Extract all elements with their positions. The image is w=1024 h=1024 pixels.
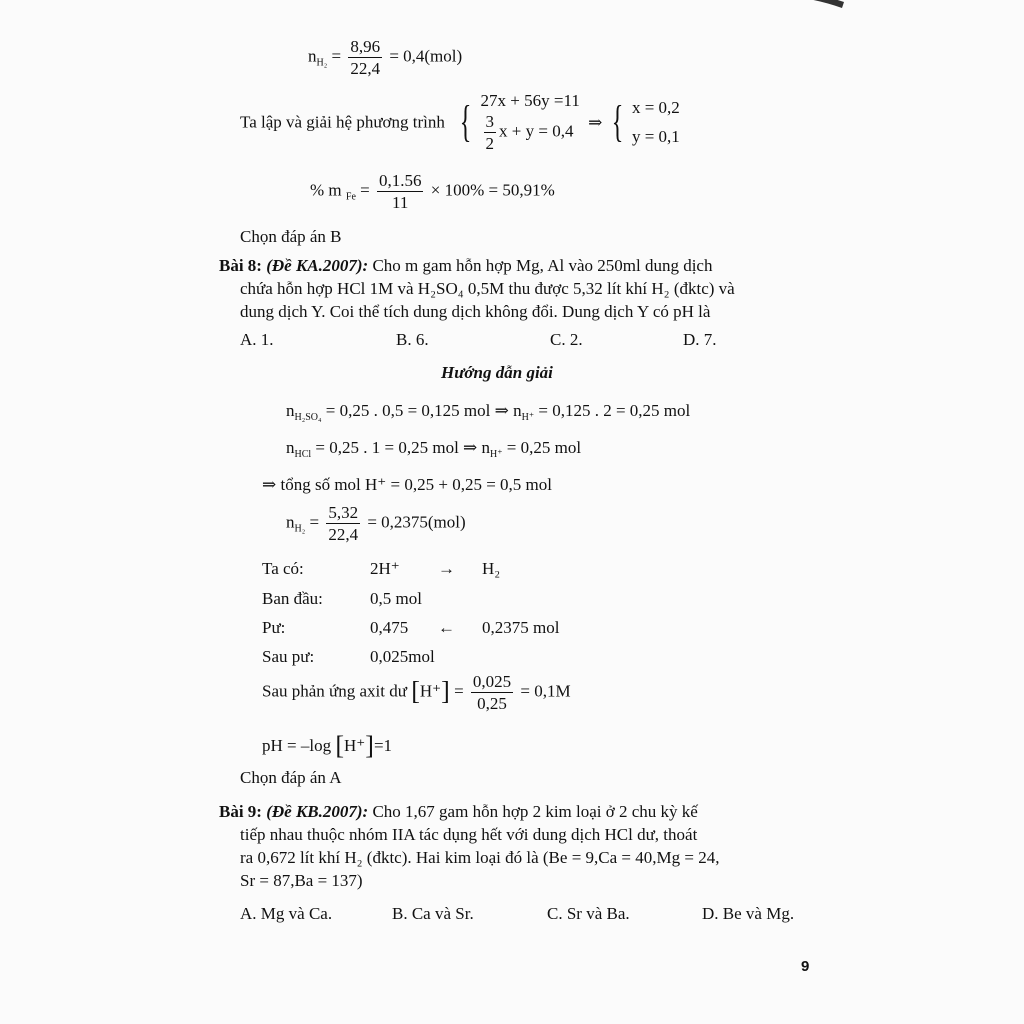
ph-end: =1 — [373, 736, 393, 755]
sol8-l4-sub: H₂ — [294, 523, 306, 535]
problem-9 — [219, 800, 819, 892]
problem-8-source: (Đề KA.2007): — [266, 256, 369, 275]
sol8-l4-end: = 0,2375(mol) — [367, 512, 466, 532]
system-sol-x: x = 0,2 — [631, 98, 680, 117]
excess-acid-line: Sau phản ứng axit dư [H⁺] = $\frac{0,025}{0,25}$ = 0,1M — [262, 672, 571, 713]
problem-9-option-d: D. Be và Mg. — [702, 904, 795, 923]
cell: Pư: — [262, 618, 286, 637]
answer-b: Chọn đáp án B — [240, 227, 342, 246]
problem-9-option-c: C. Sr và Ba. — [547, 904, 630, 923]
problem-8-option-a: A. 1. — [240, 330, 274, 349]
eq-fe-sub: Fe — [345, 191, 356, 203]
sol8-l2-label: n — [286, 438, 295, 457]
problem-8-line2: chứa hỗn hợp HCl 1M và H₂SO₄ 0,5M thu được 5,32 lít khí H₂ (đktc) và — [240, 279, 735, 298]
eq-fe-fraction — [377, 172, 424, 211]
equation-system: Ta lập và giải hệ phương trình { 27x + 56y =11 $\frac{3}{2}$ x + y = 0,4 ⇒ { x = 0,2 y = 0,1 — [240, 91, 680, 153]
problem-8-line3: dung dịch Y. Coi thể tích dung dịch không đổi. Dung dịch Y có pH là — [240, 302, 711, 321]
sol8-l1-sub: H₂SO₄ — [294, 412, 322, 423]
eq-fe-rest: × 100% = 50,91% — [430, 180, 555, 200]
sol8-l4-fraction — [326, 504, 360, 543]
eq-nh2-sub: H₂ — [316, 57, 328, 69]
problem-8-option-d: D. 7. — [683, 330, 717, 349]
problem-9-option-b: B. Ca và Sr. — [392, 904, 474, 923]
sol8-line1 — [286, 402, 690, 423]
cell: 0,2375 mol — [482, 618, 560, 637]
sol8-l2-sub2: H⁺ — [490, 449, 503, 460]
excess-num: 0,025 — [472, 672, 512, 691]
ph-ion: H⁺ — [344, 736, 366, 755]
sol8-l2-end: = 0,25 mol — [506, 438, 582, 457]
eq-fe-den: 11 — [392, 193, 409, 212]
eq-fe-num: 0,1.56 — [378, 171, 422, 190]
system-intro: Ta lập và giải hệ phương trình — [240, 112, 445, 132]
cell: → — [438, 559, 455, 578]
problem-9-line1: Cho 1,67 gam hỗn hợp 2 kim loại ở 2 chu kỳ kế — [372, 802, 698, 821]
cell: Ta có: — [262, 559, 304, 578]
sol8-l1-mid: = 0,25 . 0,5 = 0,125 mol ⇒ n — [325, 401, 522, 420]
eq-fe-label: % m — [310, 180, 342, 200]
problem-9-title: Bài 9: — [219, 802, 262, 821]
system-row1: 27x + 56y =11 — [480, 91, 580, 110]
sol8-l1-label: n — [286, 401, 295, 420]
problem-9-line4: Sr = 87,Ba = 137) — [240, 871, 363, 890]
system-row2-rest: x + y = 0,4 — [499, 121, 574, 141]
cell: Ban đầu: — [262, 589, 323, 608]
system-row2-num: 3 — [485, 112, 495, 131]
answer-a: Chọn đáp án A — [240, 768, 342, 787]
page-number: 9 — [801, 958, 810, 975]
problem-8-option-c: C. 2. — [550, 330, 583, 349]
sol8-line2 — [286, 439, 581, 460]
problem-8 — [219, 254, 819, 323]
eq-nh2: $n_{H_2}$ = $\frac{8,96}{22,4}$ = 0,4(mol) — [308, 37, 463, 78]
sol8-l2-mid: = 0,25 . 1 = 0,25 mol ⇒ n — [315, 438, 491, 457]
system-implies: ⇒ — [588, 112, 603, 132]
cell: Sau pư: — [262, 647, 315, 666]
problem-8-option-b: B. 6. — [396, 330, 429, 349]
cell: H₂ — [482, 559, 501, 578]
excess-end: = 0,1M — [520, 681, 571, 701]
problem-9-option-a: A. Mg và Ca. — [240, 904, 333, 923]
system-row2-den: 2 — [485, 134, 495, 153]
eq-percent-fe: % m $_{Fe}$ = $\frac{0,1.56}{11}$ × 100% = 50,91% — [310, 171, 555, 212]
sol8-l4-num: 5,32 — [328, 503, 359, 522]
problem-9-line3: ra 0,672 lít khí H₂ (đktc). Hai kim loại đó là (Be = 9,Ca = 40,Mg = 24, — [240, 848, 720, 867]
cell: 0,025mol — [370, 647, 435, 666]
excess-ion: H⁺ — [419, 681, 442, 701]
sol8-l4-label: n — [286, 512, 295, 532]
system-row2 — [481, 113, 580, 152]
sol8-l2-sub: HCl — [294, 449, 312, 460]
eq-nh2-den: 22,4 — [350, 59, 381, 78]
eq-nh2-result: = 0,4(mol) — [389, 46, 463, 66]
problem-8-line1: Cho m gam hỗn hợp Mg, Al vào 250ml dung dịch — [372, 256, 713, 275]
sol8-l4-den: 22,4 — [328, 525, 359, 544]
sol8-line3: ⇒ tổng số mol H⁺ = 0,25 + 0,25 = 0,5 mol — [262, 475, 552, 494]
excess-fraction — [471, 673, 513, 712]
sol8-line4: $n_{H_2}$ = $\frac{5,32}{22,4}$ = 0,2375(mol) — [286, 503, 466, 544]
eq-nh2-label: n — [308, 46, 317, 66]
ph-text: pH = –log — [262, 736, 332, 755]
cell: 0,5 mol — [370, 589, 422, 608]
eq-nh2-fraction — [348, 38, 382, 77]
guide-title: Hướng dẫn giải — [441, 363, 553, 382]
excess-den: 0,25 — [477, 694, 507, 713]
reaction-table — [262, 559, 662, 679]
cell: 0,475 — [370, 618, 409, 637]
problem-8-title: Bài 8: — [219, 256, 262, 275]
problem-9-source: (Đề KB.2007): — [266, 802, 369, 821]
excess-text: Sau phản ứng axit dư — [262, 681, 407, 701]
ph-line: pH = –log [H⁺]=1 — [262, 731, 393, 760]
cell: 2H⁺ — [370, 559, 400, 578]
problem-9-line2: tiếp nhau thuộc nhóm IIA tác dụng hết với dung dịch HCl dư, thoát — [240, 825, 698, 844]
sol8-l1-sub2: H⁺ — [521, 412, 535, 423]
eq-nh2-num: 8,96 — [350, 37, 381, 56]
page-corner-mark — [784, 0, 844, 10]
sol8-l1-end: = 0,125 . 2 = 0,25 mol — [538, 401, 691, 420]
system-sol-y: y = 0,1 — [631, 127, 680, 146]
cell: ← — [438, 618, 455, 637]
